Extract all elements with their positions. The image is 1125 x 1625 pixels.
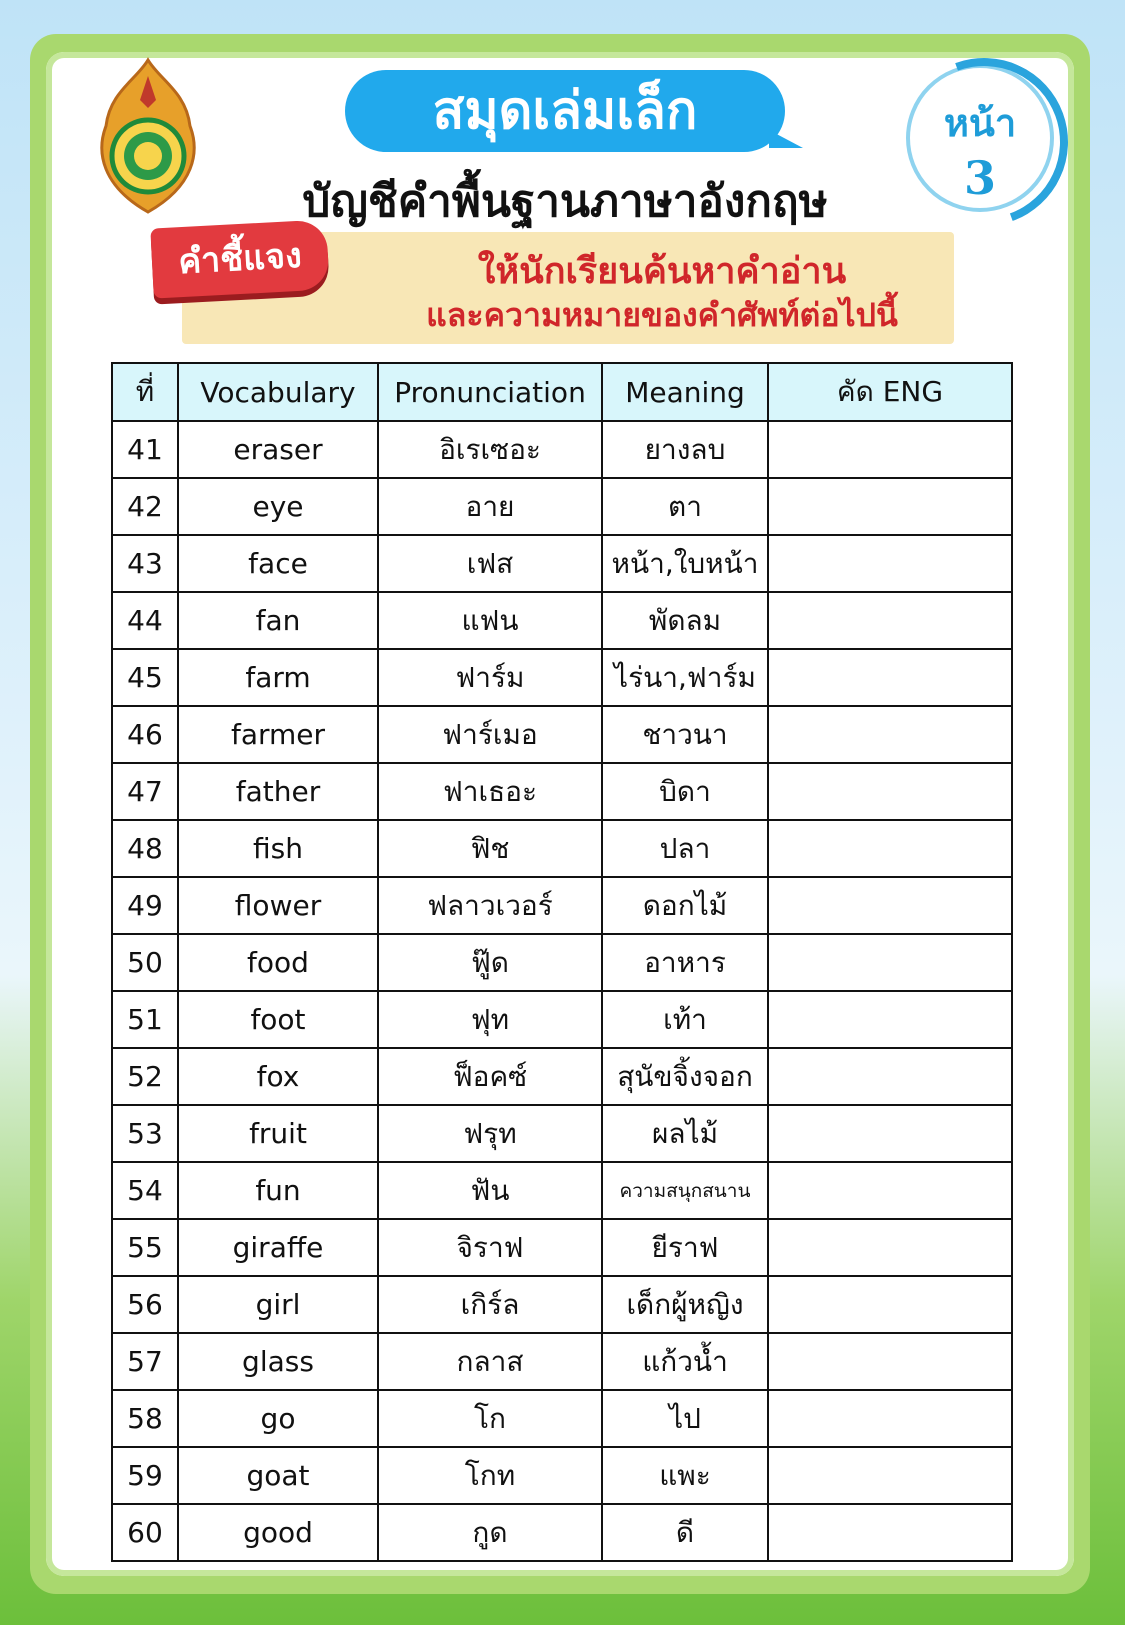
cell-pronunciation: ฟุท: [378, 991, 602, 1048]
cell-copy-eng[interactable]: [768, 1276, 1012, 1333]
table-row: [112, 649, 1012, 706]
cell-pronunciation: ฟาเธอะ: [378, 763, 602, 820]
cell-pronunciation: กูด: [378, 1504, 602, 1561]
cell-copy-eng[interactable]: [768, 592, 1012, 649]
page-subtitle: บัญชีคำพื้นฐานภาษาอังกฤษ: [302, 176, 828, 227]
cell-number: 56: [112, 1276, 178, 1333]
cell-copy-eng[interactable]: [768, 1162, 1012, 1219]
cell-pronunciation: แฟน: [378, 592, 602, 649]
table-row: [112, 421, 1012, 478]
cell-number: 46: [112, 706, 178, 763]
cell-meaning: ตา: [602, 478, 768, 535]
cell-meaning: แพะ: [602, 1447, 768, 1504]
cell-pronunciation: ฟู๊ด: [378, 934, 602, 991]
cell-vocabulary: girl: [178, 1276, 378, 1333]
school-emblem-icon: [90, 56, 206, 216]
vocabulary-table: [111, 362, 1013, 1562]
header-meaning: Meaning: [602, 363, 768, 421]
table-row: [112, 1276, 1012, 1333]
cell-copy-eng[interactable]: [768, 763, 1012, 820]
cell-copy-eng[interactable]: [768, 535, 1012, 592]
cell-pronunciation: อาย: [378, 478, 602, 535]
cell-meaning: บิดา: [602, 763, 768, 820]
cell-meaning: เด็กผู้หญิง: [602, 1276, 768, 1333]
cell-number: 59: [112, 1447, 178, 1504]
cell-copy-eng[interactable]: [768, 1105, 1012, 1162]
table-row: [112, 1162, 1012, 1219]
cell-pronunciation: โกท: [378, 1447, 602, 1504]
cell-number: 49: [112, 877, 178, 934]
table-row: [112, 706, 1012, 763]
cell-copy-eng[interactable]: [768, 649, 1012, 706]
table-row: [112, 991, 1012, 1048]
cell-pronunciation: ฟาร์ม: [378, 649, 602, 706]
cell-meaning: ยางลบ: [602, 421, 768, 478]
cell-pronunciation: ฟาร์เมอ: [378, 706, 602, 763]
page-number: 3: [963, 151, 996, 205]
booklet-title: สมุดเล่มเล็ก: [345, 70, 785, 152]
cell-number: 57: [112, 1333, 178, 1390]
cell-meaning: หน้า,ใบหน้า: [602, 535, 768, 592]
cell-meaning: ดอกไม้: [602, 877, 768, 934]
cell-number: 54: [112, 1162, 178, 1219]
table-row: [112, 877, 1012, 934]
cell-number: 50: [112, 934, 178, 991]
cell-pronunciation: จิราฟ: [378, 1219, 602, 1276]
table-row: [112, 1219, 1012, 1276]
cell-pronunciation: ฟลาวเวอร์: [378, 877, 602, 934]
cell-vocabulary: father: [178, 763, 378, 820]
cell-number: 48: [112, 820, 178, 877]
cell-number: 52: [112, 1048, 178, 1105]
header-number: ที่: [112, 363, 178, 421]
cell-vocabulary: fish: [178, 820, 378, 877]
table-header-row: [112, 363, 1012, 421]
cell-number: 43: [112, 535, 178, 592]
cell-number: 41: [112, 421, 178, 478]
cell-meaning: ไป: [602, 1390, 768, 1447]
cell-number: 55: [112, 1219, 178, 1276]
table-row: [112, 1504, 1012, 1561]
cell-vocabulary: fan: [178, 592, 378, 649]
cell-vocabulary: giraffe: [178, 1219, 378, 1276]
table-row: [112, 535, 1012, 592]
table-row: [112, 1048, 1012, 1105]
header-pronunciation: Pronunciation: [378, 363, 602, 421]
cell-copy-eng[interactable]: [768, 706, 1012, 763]
cell-pronunciation: ฟัน: [378, 1162, 602, 1219]
cell-number: 45: [112, 649, 178, 706]
cell-vocabulary: fruit: [178, 1105, 378, 1162]
cell-vocabulary: farm: [178, 649, 378, 706]
header-copy-eng: คัด ENG: [768, 363, 1012, 421]
cell-number: 47: [112, 763, 178, 820]
table-row: [112, 934, 1012, 991]
cell-meaning: พัดลม: [602, 592, 768, 649]
cell-vocabulary: eye: [178, 478, 378, 535]
cell-copy-eng[interactable]: [768, 820, 1012, 877]
cell-copy-eng[interactable]: [768, 991, 1012, 1048]
cell-vocabulary: glass: [178, 1333, 378, 1390]
table-row: [112, 1333, 1012, 1390]
cell-number: 44: [112, 592, 178, 649]
cell-pronunciation: เฟส: [378, 535, 602, 592]
header-vocabulary: Vocabulary: [178, 363, 378, 421]
cell-meaning: เท้า: [602, 991, 768, 1048]
cell-vocabulary: goat: [178, 1447, 378, 1504]
cell-number: 42: [112, 478, 178, 535]
instruction-ribbon: คำชี้แจง: [150, 219, 329, 298]
table-row: [112, 592, 1012, 649]
cell-vocabulary: farmer: [178, 706, 378, 763]
cell-meaning: ยีราฟ: [602, 1219, 768, 1276]
table-row: [112, 1447, 1012, 1504]
cell-vocabulary: eraser: [178, 421, 378, 478]
cell-copy-eng[interactable]: [768, 934, 1012, 991]
cell-pronunciation: ฟรุท: [378, 1105, 602, 1162]
cell-meaning: ไร่นา,ฟาร์ม: [602, 649, 768, 706]
cell-copy-eng[interactable]: [768, 421, 1012, 478]
cell-vocabulary: fun: [178, 1162, 378, 1219]
cell-pronunciation: โก: [378, 1390, 602, 1447]
page-label: หน้า: [943, 101, 1017, 145]
cell-vocabulary: go: [178, 1390, 378, 1447]
cell-copy-eng[interactable]: [768, 1333, 1012, 1390]
cell-number: 60: [112, 1504, 178, 1561]
cell-vocabulary: good: [178, 1504, 378, 1561]
cell-number: 51: [112, 991, 178, 1048]
cell-meaning: ความสนุกสนาน: [602, 1162, 768, 1219]
cell-vocabulary: face: [178, 535, 378, 592]
cell-copy-eng[interactable]: [768, 1504, 1012, 1561]
cell-meaning: ดี: [602, 1504, 768, 1561]
cell-pronunciation: กลาส: [378, 1333, 602, 1390]
table-row: [112, 763, 1012, 820]
cell-number: 53: [112, 1105, 178, 1162]
cell-copy-eng[interactable]: [768, 1447, 1012, 1504]
cell-copy-eng[interactable]: [768, 1219, 1012, 1276]
table-row: [112, 820, 1012, 877]
cell-copy-eng[interactable]: [768, 877, 1012, 934]
page-badge: [906, 64, 1054, 212]
cell-vocabulary: food: [178, 934, 378, 991]
cell-meaning: สุนัขจิ้งจอก: [602, 1048, 768, 1105]
cell-copy-eng[interactable]: [768, 1048, 1012, 1105]
table-row: [112, 1390, 1012, 1447]
cell-pronunciation: อิเรเซอะ: [378, 421, 602, 478]
table-row: [112, 1105, 1012, 1162]
cell-meaning: ปลา: [602, 820, 768, 877]
cell-copy-eng[interactable]: [768, 478, 1012, 535]
cell-number: 58: [112, 1390, 178, 1447]
table-row: [112, 478, 1012, 535]
instruction-line-2: และความหมายของคำศัพท์ต่อไปนี้: [426, 296, 898, 334]
cell-copy-eng[interactable]: [768, 1390, 1012, 1447]
instruction-line-1: ให้นักเรียนค้นหาคำอ่าน: [477, 251, 847, 292]
cell-pronunciation: ฟ็อคซ์: [378, 1048, 602, 1105]
cell-meaning: แก้วน้ำ: [602, 1333, 768, 1390]
cell-meaning: ผลไม้: [602, 1105, 768, 1162]
cell-pronunciation: ฟิช: [378, 820, 602, 877]
cell-vocabulary: fox: [178, 1048, 378, 1105]
cell-vocabulary: flower: [178, 877, 378, 934]
cell-pronunciation: เกิร์ล: [378, 1276, 602, 1333]
cell-meaning: ชาวนา: [602, 706, 768, 763]
cell-meaning: อาหาร: [602, 934, 768, 991]
cell-vocabulary: foot: [178, 991, 378, 1048]
